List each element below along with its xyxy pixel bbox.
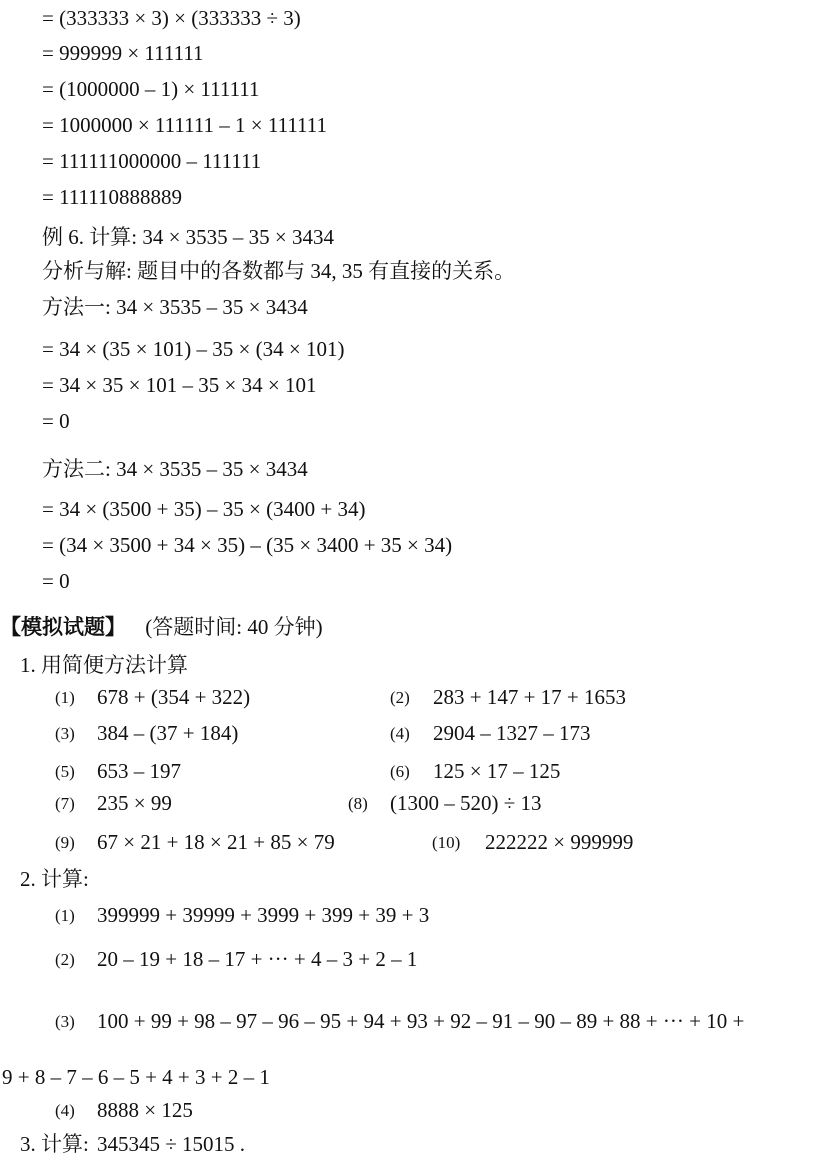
item-number: (6) [390, 762, 410, 781]
item-expression: 653 – 197 [97, 759, 181, 783]
item-number: (2) [390, 688, 410, 707]
item-expression: (1300 – 520) ÷ 13 [390, 791, 542, 815]
test-time-note: (答题时间: 40 分钟) [145, 615, 323, 639]
example6-title: 例 6. 计算: 34 × 3535 – 35 × 3434 [42, 225, 335, 249]
method1-title: 方法一: 34 × 3535 – 35 × 3434 [42, 295, 308, 319]
item-number: (4) [390, 724, 410, 743]
item-number: (2) [55, 950, 75, 969]
test-heading: 【模拟试题】 [0, 615, 126, 639]
item-number: (7) [55, 794, 75, 813]
example5-step: = (1000000 – 1) × 111111 [42, 77, 260, 101]
method2-step: = 34 × (3500 + 35) – 35 × (3400 + 34) [42, 497, 366, 521]
item-expression: 20 – 19 + 18 – 17 + ··· + 4 – 3 + 2 – 1 [97, 947, 418, 971]
example5-step: = 999999 × 111111 [42, 41, 204, 65]
item-expression-continuation: 9 + 8 – 7 – 6 – 5 + 4 + 3 + 2 – 1 [2, 1065, 270, 1089]
example5-step: = 1000000 × 111111 – 1 × 111111 [42, 113, 327, 137]
item-expression: 678 + (354 + 322) [97, 685, 251, 709]
method2-step: = 0 [42, 569, 70, 593]
item-expression: 8888 × 125 [97, 1098, 193, 1122]
item-number: (5) [55, 762, 75, 781]
example5-step: = 111111000000 – 111111 [42, 149, 262, 173]
test-section-heading [0, 614, 323, 640]
example5-step: = 111110888889 [42, 185, 182, 209]
question-3-expression: 345345 ÷ 15015 . [97, 1132, 246, 1156]
item-expression: 100 + 99 + 98 – 97 – 96 – 95 + 94 + 93 + 92 – 91 – 90 – 89 + 88 + ··· + 10 + [97, 1009, 745, 1033]
item-expression: 222222 × 999999 [485, 830, 634, 854]
item-number: (9) [55, 833, 75, 852]
item-number: (3) [55, 724, 75, 743]
method1-step: = 34 × (35 × 101) – 35 × (34 × 101) [42, 337, 345, 361]
method2-step: = (34 × 3500 + 34 × 35) – (35 × 3400 + 35 × 34) [42, 533, 453, 557]
item-expression: 399999 + 39999 + 3999 + 399 + 39 + 3 [97, 903, 430, 927]
item-expression: 235 × 99 [97, 791, 172, 815]
question-2-title: 2. 计算: [20, 867, 89, 891]
method1-step: = 34 × 35 × 101 – 35 × 34 × 101 [42, 373, 317, 397]
example5-step: = (333333 × 3) × (333333 ÷ 3) [42, 6, 301, 30]
item-number: (8) [348, 794, 368, 813]
method1-step: = 0 [42, 409, 70, 433]
question-3-title: 3. 计算: [20, 1132, 89, 1156]
item-number: (1) [55, 688, 75, 707]
item-expression: 384 – (37 + 184) [97, 721, 239, 745]
item-number: (1) [55, 906, 75, 925]
method2-title: 方法二: 34 × 3535 – 35 × 3434 [42, 457, 308, 481]
item-expression: 283 + 147 + 17 + 1653 [433, 685, 627, 709]
question-1-title: 1. 用简便方法计算 [20, 653, 188, 677]
item-expression: 67 × 21 + 18 × 21 + 85 × 79 [97, 830, 335, 854]
item-number: (3) [55, 1012, 75, 1031]
item-number: (10) [432, 833, 461, 852]
example6-analysis: 分析与解: 题目中的各数都与 34, 35 有直接的关系。 [42, 259, 516, 283]
item-number: (4) [55, 1101, 75, 1120]
item-expression: 125 × 17 – 125 [433, 759, 561, 783]
item-expression: 2904 – 1327 – 173 [433, 721, 591, 745]
